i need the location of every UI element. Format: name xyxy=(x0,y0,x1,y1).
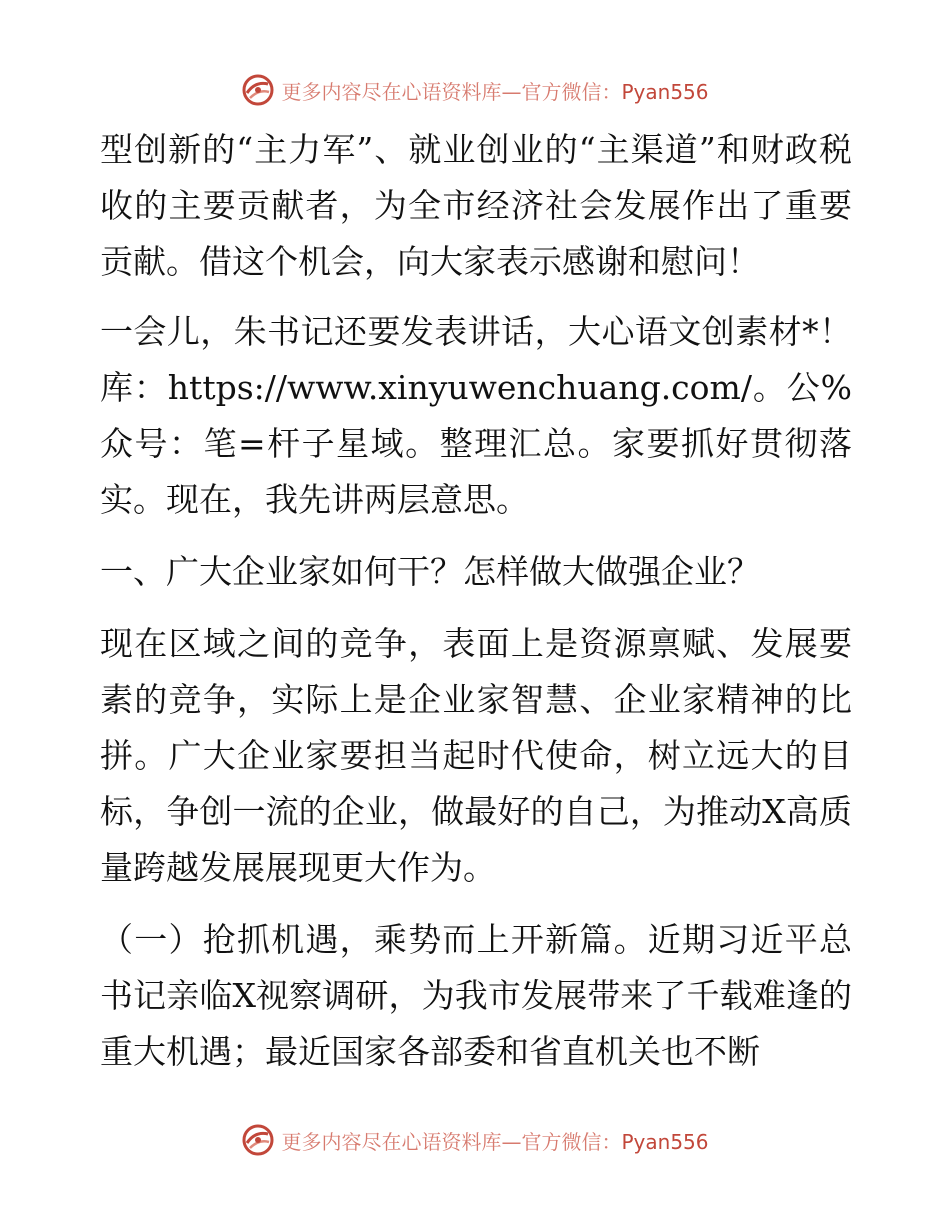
document-body xyxy=(100,122,852,1096)
header-banner-inner xyxy=(241,73,708,107)
footer-banner-label: 更多内容尽在心语资料库—官方微信： xyxy=(281,1129,622,1154)
section-heading-1: 一、广大企业家如何干？怎样做大做强企业？ xyxy=(100,552,760,591)
paragraph-1: 型创新的“主力军”、就业创业的“主渠道”和财政税收的主要贡献者，为全市经济社会发展作出了重要贡献。借这个机会，向大家表示感谢和慰问！ xyxy=(100,130,852,281)
red-swirl-logo-icon xyxy=(241,73,275,107)
footer-banner-text xyxy=(281,1126,708,1155)
header-wechat-id: Pyan556 xyxy=(621,79,709,104)
footer-watermark-banner xyxy=(0,1120,950,1160)
header-banner-text xyxy=(281,76,708,105)
paragraph-2: 一会儿，朱书记还要发表讲话，大心语文创素材*！库：https://www.xinyuwenchuang.com/。公%众号：笔=杆子星域。整理汇总。家要抓好贯彻落实。现在，我先讲两层意思。 xyxy=(100,312,852,519)
header-banner-label: 更多内容尽在心语资料库—官方微信： xyxy=(281,79,622,104)
red-swirl-logo-icon xyxy=(241,1123,275,1157)
footer-wechat-id: Pyan556 xyxy=(621,1129,709,1154)
footer-banner-inner xyxy=(241,1123,708,1157)
header-watermark-banner xyxy=(0,70,950,110)
paragraph-4: （一）抢抓机遇，乘势而上开新篇。近期习近平总书记亲临X视察调研，为我市发展带来了千载难逢的重大机遇；最近国家各部委和省直机关也不断 xyxy=(100,920,852,1071)
paragraph-3: 现在区域之间的竞争，表面上是资源禀赋、发展要素的竞争，实际上是企业家智慧、企业家精神的比拼。广大企业家要担当起时代使命，树立远大的目标，争创一流的企业，做最好的自己，为推动X高质量跨越发展展现更大作为。 xyxy=(100,624,852,887)
